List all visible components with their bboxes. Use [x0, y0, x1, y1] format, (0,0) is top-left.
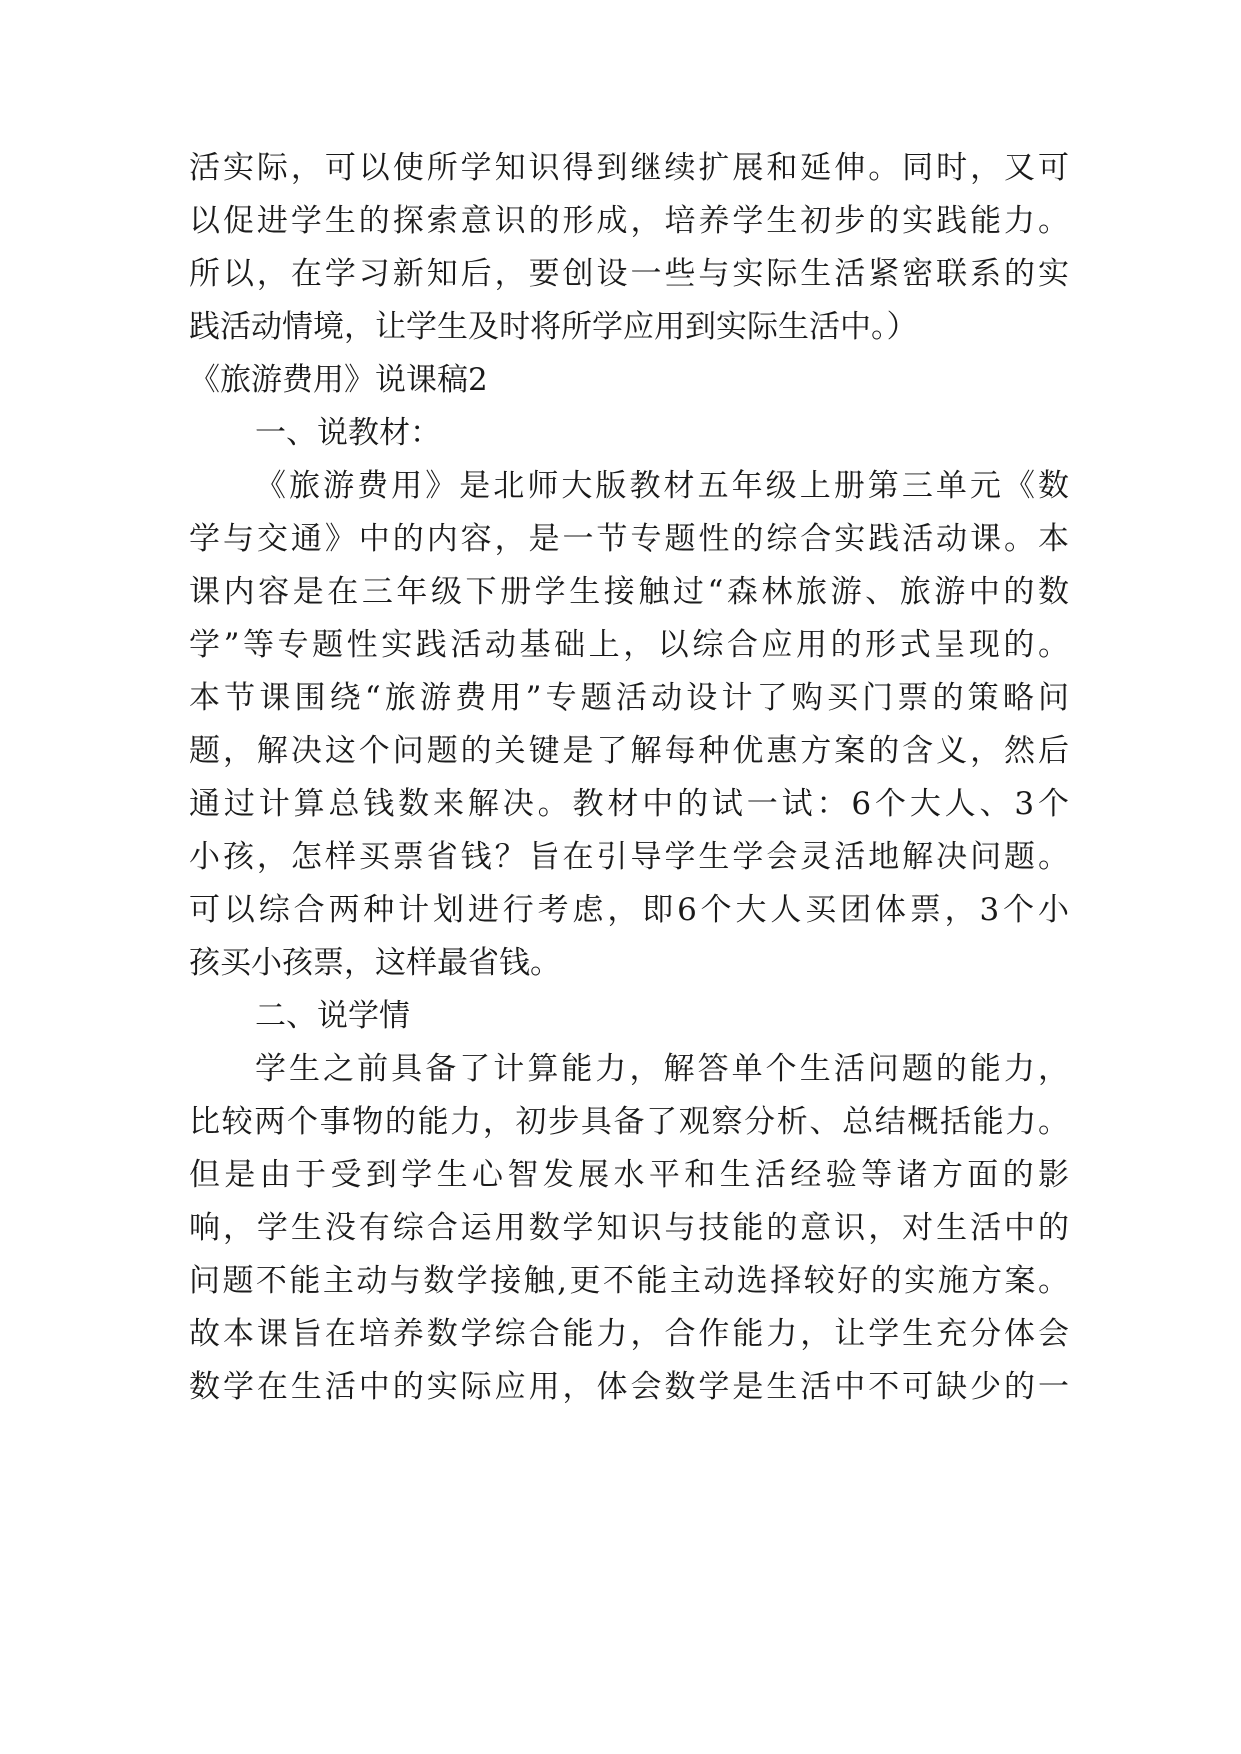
section-title: 《旅游费用》说课稿2	[189, 362, 488, 398]
text-line: 所以，在学习新知后，要创设一些与实际生活紧密联系的实	[189, 256, 1069, 292]
text-line: 比较两个事物的能力，初步具备了观察分析、总结概括能力。	[189, 1104, 1069, 1140]
text-line: 活实际，可以使所学知识得到继续扩展和延伸。同时，又可	[189, 150, 1069, 186]
text-line: 以促进学生的探索意识的形成，培养学生初步的实践能力。	[189, 203, 1069, 239]
section-heading: 二、说学情	[255, 998, 410, 1034]
text-line: 故本课旨在培养数学综合能力，合作能力，让学生充分体会	[189, 1316, 1069, 1352]
text-line: 小孩，怎样买票省钱？旨在引导学生学会灵活地解决问题。	[189, 839, 1069, 875]
text-line: 题，解决这个问题的关键是了解每种优惠方案的含义，然后	[189, 733, 1069, 769]
text-line: 响，学生没有综合运用数学知识与技能的意识，对生活中的	[189, 1210, 1069, 1246]
text-line: 课内容是在三年级下册学生接触过“森林旅游、旅游中的数	[189, 574, 1069, 610]
text-line: 数学在生活中的实际应用，体会数学是生活中不可缺少的一	[189, 1369, 1069, 1405]
text-line: 学与交通》中的内容，是一节专题性的综合实践活动课。本	[189, 521, 1069, 557]
text-line: 通过计算总钱数来解决。教材中的试一试：6个大人、3个	[189, 786, 1069, 822]
text-line: 问题不能主动与数学接触,更不能主动选择较好的实施方案。	[189, 1263, 1069, 1299]
text-line: 本节课围绕“旅游费用”专题活动设计了购买门票的策略问	[189, 680, 1069, 716]
text-line: 可以综合两种计划进行考虑，即6个大人买团体票，3个小	[189, 892, 1069, 928]
text-line: 但是由于受到学生心智发展水平和生活经验等诸方面的影	[189, 1157, 1069, 1193]
text-line: 《旅游费用》是北师大版教材五年级上册第三单元《数	[255, 468, 1069, 504]
section-heading: 一、说教材：	[255, 415, 441, 451]
text-line: 学”等专题性实践活动基础上，以综合应用的形式呈现的。	[189, 627, 1069, 663]
text-line: 学生之前具备了计算能力，解答单个生活问题的能力，	[255, 1051, 1069, 1087]
text-line: 践活动情境，让学生及时将所学应用到实际生活中。）	[189, 309, 918, 345]
text-line: 孩买小孩票，这样最省钱。	[189, 945, 561, 981]
